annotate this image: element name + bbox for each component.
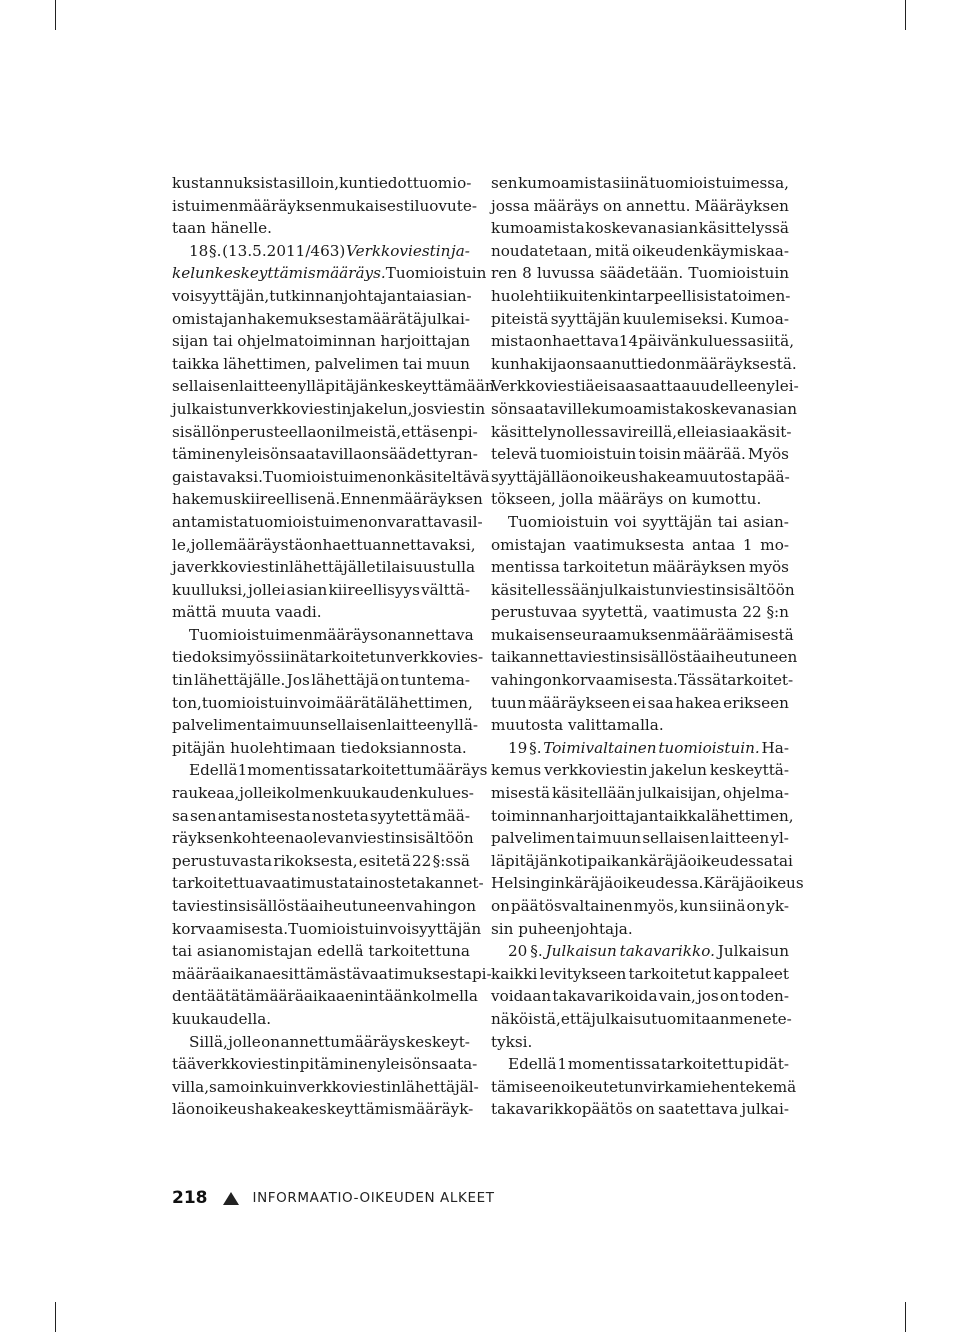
text-line: gaistavaksi. Tuomioistuimen on käsiteltävä	[172, 467, 490, 486]
text-line: huolehtii kuitenkin tarpeellisista toimen-	[491, 286, 791, 305]
text-line: tarkoitettua vaatimusta tai nosteta kannet-	[172, 874, 484, 893]
text-line: villa, samoin kuin verkkoviestin lähettäjäl-	[172, 1077, 479, 1096]
text-line: Tuomioistuin voi syyttäjän tai asian-	[508, 512, 789, 531]
text-line: syyttäjällä on oikeus hakea muutosta pää-	[491, 467, 790, 486]
text-line: tiedoksi myös siinä tarkoitetun verkkovies-	[172, 648, 484, 667]
text-line: ton, tuomioistuin voi määrätä lähettimen,	[172, 693, 473, 712]
text-line: Edellä 1 momentissa tarkoitettu määräys	[189, 761, 488, 780]
text-line: sa sen antamisesta nosteta syytettä mää-	[172, 806, 470, 825]
text-line: sijan tai ohjelmatoiminnan harjoittajan	[172, 332, 470, 351]
text-line: käsittelyn ollessa vireillä, ellei asiaa käsit-	[491, 422, 792, 441]
text-line: muutosta valittamalla.	[491, 716, 664, 735]
text-line: mentissa tarkoitetun määräyksen myös	[491, 558, 789, 577]
text-line: mista on haettava 14 päivän kuluessa siitä,	[491, 332, 795, 351]
text-line: piteistä syyttäjän kuulemiseksi. Kumoa-	[491, 309, 789, 328]
text-line: kustannuksista silloin, kun tiedot tuomio-	[172, 174, 472, 192]
text-line: ren 8 luvussa säädetään. Tuomioistuin	[491, 264, 789, 283]
text-line: 20 §. Julkaisun takavarikko. Julkaisun	[508, 942, 789, 961]
text-line: antamista tuomioistuimen on varattava sil-	[172, 512, 483, 531]
triangle-icon	[223, 1192, 239, 1205]
text-line: noudatetaan, mitä oikeudenkäymiskaa-	[491, 241, 789, 260]
text-line: 18 §. (13.5.2011/463) Verkkoviestin ja-	[189, 241, 470, 260]
text-line: palvelimen tai muun sellaisen laitteen yl-	[491, 829, 789, 848]
text-line: voi syyttäjän, tutkinnanjohtajan tai asian-	[172, 286, 472, 305]
text-line: kemus verkkoviestin jakelun keskeyttä-	[491, 761, 789, 780]
right-text-column	[491, 172, 804, 1121]
text-line: määräaikana esittämästä vaatimuksesta pi-	[172, 964, 492, 983]
crop-mark	[905, 0, 906, 30]
text-line: Helsingin käräjäoikeudessa. Käräjäoikeus	[491, 874, 804, 893]
text-line: kuukaudella.	[172, 1009, 272, 1028]
text-line: Verkkoviestiä ei saa saattaa uudelleen ylei-	[491, 377, 799, 396]
text-line: mättä muuta vaadi.	[172, 603, 322, 622]
text-line: raukeaa, jollei kolmen kuukauden kulues-	[172, 784, 474, 803]
text-line: räyksen kohteena olevan viestin sisältöön	[172, 829, 474, 848]
text-line: ja verkkoviestin lähettäjälle tilaisuus tulla	[172, 558, 476, 577]
text-line: tuun määräykseen ei saa hakea erikseen	[491, 693, 789, 712]
text-line: sön saataville kumoamista koskevan asian	[491, 399, 798, 418]
text-line: tää verkkoviestin pitäminen yleisön saata-	[172, 1055, 478, 1074]
text-line: vahingon korvaamisesta. Tässä tarkoitet-	[491, 671, 794, 690]
text-line: tökseen, jolla määräys on kumottu.	[491, 490, 762, 509]
text-line: televä tuomioistuin toisin määrää. Myös	[491, 445, 789, 464]
text-line: voidaan takavarikoida vain, jos on toden-	[491, 987, 789, 1006]
text-line: kuulluksi, jollei asian kiireellisyys välttä-	[172, 580, 470, 599]
text-line: julkaistun verkkoviestin jakelun, jos viestin	[172, 399, 486, 418]
text-line: käsitellessään julkaistun viestin sisältöön	[491, 580, 795, 599]
text-line: omistajan hakemuksesta määrätä julkai-	[172, 309, 470, 328]
text-line: tin lähettäjälle. Jos lähettäjä on tuntema-	[172, 671, 470, 690]
page-number: 218	[172, 1188, 208, 1208]
text-line: misestä käsitellään julkaisijan, ohjelma-	[491, 784, 789, 803]
text-line: täminen yleisön saatavilla on säädetty ran-	[172, 445, 478, 464]
crop-mark	[55, 0, 56, 30]
text-line: sen kumoamista siinä tuomioistuimessa,	[491, 174, 789, 192]
text-line: taikka lähettimen, palvelimen tai muun	[172, 354, 470, 373]
text-line: tämiseen oikeutetun virkamiehen tekemä	[491, 1077, 797, 1096]
text-line: hakemus kiireellisenä. Ennen määräyksen	[172, 490, 483, 509]
text-line: tyksi.	[491, 1032, 533, 1051]
running-title: INFORMAATIO-OIKEUDEN ALKEET	[252, 1190, 495, 1206]
text-line: Edellä 1 momentissa tarkoitettu pidät-	[508, 1055, 789, 1074]
text-line: palvelimen tai muun sellaisen laitteen yllä-	[172, 716, 479, 735]
text-line: jossa määräys on annettu. Määräyksen	[491, 196, 789, 215]
text-line: kelun keskeyttämismääräys. Tuomioistuin	[172, 264, 487, 283]
crop-mark	[905, 1302, 906, 1332]
text-line: näköistä, että julkaisu tuomitaan menete-	[491, 1009, 792, 1028]
text-line: le, jolle määräystä on haettu annettavaksi,	[172, 535, 476, 554]
text-line: perustuvaa syytettä, vaatimusta 22 §:n	[491, 603, 789, 622]
text-line: omistajan vaatimuksesta antaa 1 mo-	[491, 535, 789, 554]
text-line: korvaamisesta. Tuomioistuin voi syyttäjän	[172, 919, 482, 938]
text-line: tai asianomistajan edellä tarkoitettuna	[172, 942, 470, 961]
text-line: mukaisen seuraamuksen määräämisestä	[491, 625, 794, 644]
text-line: toiminnan harjoittajan taikka lähettimen,	[491, 806, 794, 825]
text-line: kun hakija on saanut tiedon määräyksestä.	[491, 354, 797, 373]
text-line: perustuvasta rikoksesta, esitetä 22 §:ssä	[172, 851, 470, 870]
text-line: sellaisen laitteen ylläpitäjän keskeyttämään	[172, 377, 495, 396]
text-line: istuimen määräyksen mukaisesti luovute-	[172, 196, 477, 215]
text-line: on päätösvaltainen myös, kun siinä on yk-	[491, 897, 789, 915]
text-line: pitäjän huolehtimaan tiedoksiannosta.	[172, 738, 467, 757]
text-line: tai kannetta viestin sisällöstä aiheutuneen	[491, 648, 798, 667]
text-line: takavarikkopäätös on saatettava julkai-	[491, 1100, 789, 1119]
crop-mark	[55, 1302, 56, 1332]
text-line: 19 §. Toimivaltainen tuomioistuin. Ha-	[508, 738, 789, 757]
page-footer	[172, 1186, 495, 1210]
text-line: dentää tätä määräaikaa enintään kolmella	[172, 987, 478, 1006]
text-line: kaikki levitykseen tarkoitetut kappaleet	[491, 964, 789, 983]
text-line: sin puheenjohtaja.	[491, 919, 633, 938]
left-text-column	[172, 172, 495, 1121]
text-line: lä on oikeus hakea keskeyttämismääräyk-	[172, 1100, 474, 1119]
text-line: Sillä, jolle on annettu määräys keskeyt-	[189, 1032, 470, 1051]
text-line: läpitäjän kotipaikan käräjäoikeudessa tai	[491, 851, 793, 870]
text-line: sisällön perusteella on ilmeistä, että sen pi-	[172, 422, 478, 441]
text-line: ta viestin sisällöstä aiheutuneen vahingon	[172, 897, 477, 915]
text-line: Tuomioistuimen määräys on annettava	[189, 625, 474, 644]
text-line: kumoamista koskevan asian käsittelyssä	[491, 219, 789, 238]
text-line: taan hänelle.	[172, 219, 272, 238]
